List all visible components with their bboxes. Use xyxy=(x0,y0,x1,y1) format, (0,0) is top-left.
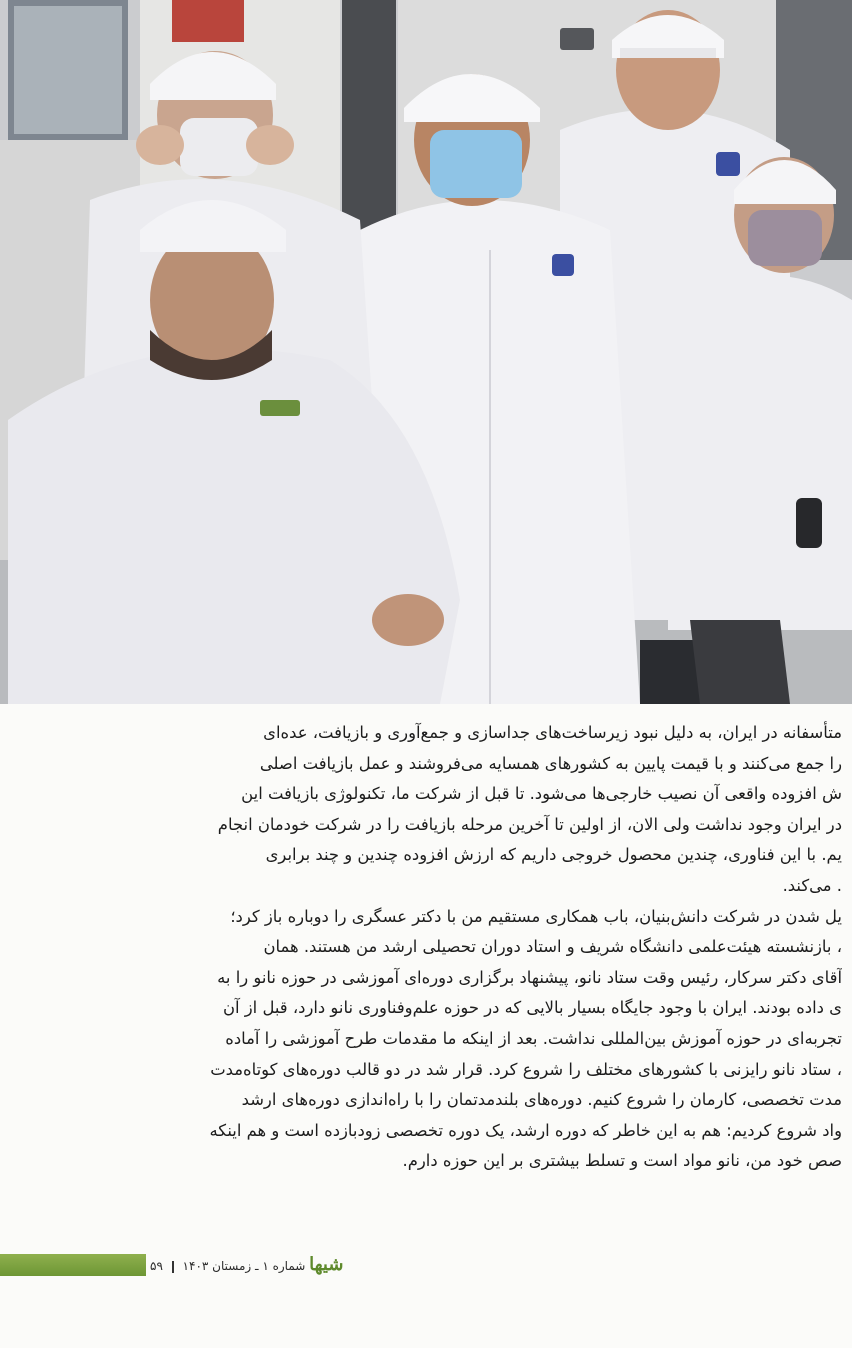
face-mask xyxy=(430,130,522,198)
badge-icon xyxy=(716,152,740,176)
article-line: مدت تخصصی، کارمان را شروع کنیم. دوره‌های بلندمدتمان را با راه‌اندازی دوره‌های ارشد xyxy=(241,1090,842,1110)
article-line: . می‌کند. xyxy=(782,875,842,895)
badge-icon xyxy=(260,400,300,416)
wall-panel xyxy=(560,28,594,50)
page-number: ۵۹ xyxy=(150,1259,163,1273)
article-line: ی داده بودند. ایران با وجود جایگاه بسیار بالایی که در حوزه علم‌وفناوری نانو دارد، قبل از آن xyxy=(222,998,842,1018)
phone-icon xyxy=(796,498,822,548)
paragraph-2 xyxy=(82,902,842,1177)
issue-label: شماره ۱ ـ زمستان ۱۴۰۳ xyxy=(182,1259,306,1273)
article-line: یم. با این فناوری، چندین محصول خروجی داریم که ارزش افزوده چندین و چند برابری xyxy=(265,845,842,865)
article-line: آقای دکتر سرکار، رئیس وقت ستاد نانو، پیشنهاد برگزاری دوره‌ای آموزشی در حوزه نانو را به xyxy=(217,967,842,987)
article-body xyxy=(82,718,842,1177)
footer-accent-bar xyxy=(0,1254,146,1276)
magazine-logo: شیها xyxy=(309,1254,344,1275)
article-line: تجربه‌ای در حوزه آموزش بین‌المللی نداشت. بعد از اینکه ما مقدمات طرح آموزشی را آماده xyxy=(225,1028,842,1048)
badge-icon xyxy=(552,254,574,276)
paragraph-1 xyxy=(82,718,842,902)
footer-info xyxy=(150,1254,343,1276)
article-line: متأسفانه در ایران، به دلیل نبود زیرساخت‌های جداسازی و جمع‌آوری و بازیافت، عده‌ای xyxy=(263,723,842,742)
door-frame xyxy=(342,0,396,250)
article-line: یل شدن در شرکت دانش‌بنیان، باب همکاری مستقیم من با دکتر عسگری را دوباره باز کرد؛ xyxy=(230,906,842,926)
page-footer xyxy=(0,1252,852,1278)
article-line: صص خود من، نانو مواد است و تسلط بیشتری بر این حوزه دارم. xyxy=(402,1151,842,1171)
red-sign xyxy=(172,0,244,42)
hands xyxy=(372,594,444,646)
article-line: واد شروع کردیم: هم به این خاطر که دوره ارشد، یک دوره تخصصی زودبازده است و هم اینکه xyxy=(209,1120,842,1140)
article-line: ش افزوده واقعی آن نصیب خارجی‌ها می‌شود. تا قبل از شرکت ما، تکنولوژی بازیافت این xyxy=(241,784,842,804)
article-line: را جمع می‌کنند و با قیمت پایین به کشورهای همسایه می‌فروشند و عمل بازیافت اصلی xyxy=(259,753,842,773)
footer-separator xyxy=(172,1261,174,1273)
face-mask xyxy=(748,210,822,266)
article-line: در ایران وجود نداشت ولی الان، از اولین تا آخرین مرحله بازیافت را در شرکت خودمان انجام xyxy=(217,814,842,834)
article-line: ، ستاد نانو رایزنی با کشورهای مختلف را شروع کرد. قرار شد در دو قالب دوره‌های کوتاه‌مدت xyxy=(210,1059,842,1079)
article-line: ، بازنشسته هیئت‌علمی دانشگاه شریف و استاد دوران تحصیلی ارشد من هستند. همان xyxy=(263,937,842,957)
